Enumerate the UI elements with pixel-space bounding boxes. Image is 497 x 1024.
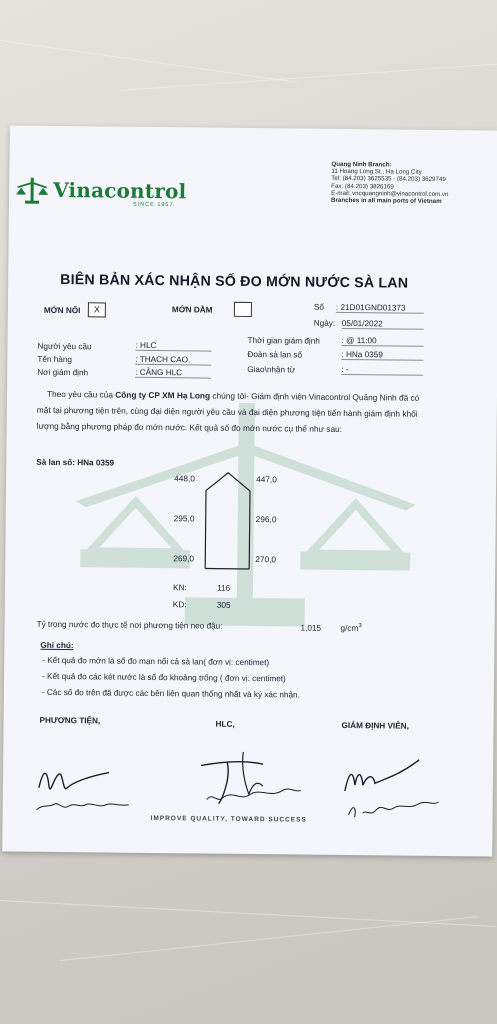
scale-logo-icon — [15, 176, 49, 206]
doan-sa-lan-label: Đoàn sà lan số — [247, 349, 303, 360]
branch-email: E-mail: vncquangninh@vinacontrol.com.vn — [331, 189, 449, 198]
background-texture — [60, 916, 478, 961]
giam-dinh-vien-heading: GIÁM ĐỊNH VIÊN, — [341, 720, 409, 731]
draft-top-left: 448,0 — [174, 473, 195, 484]
document-title: BIÊN BẢN XÁC NHẬN SỐ ĐO MỚN NƯỚC SÀ LAN — [60, 271, 409, 292]
noi-giam-dinh-value: : CẢNG HLC — [135, 368, 211, 379]
density-unit — [341, 623, 362, 633]
ngay-value: 05/01/2022 — [342, 319, 424, 330]
background-texture — [0, 40, 297, 83]
so-label: Số — [313, 302, 324, 312]
ngay-label: Ngày: — [313, 318, 336, 328]
so-value: : 21D01GND01373 — [336, 303, 424, 314]
mon-noi-checkbox[interactable]: X — [88, 302, 106, 317]
giao-nhan-value: : - — [341, 365, 423, 376]
signature-phuong-tien — [29, 758, 150, 819]
nguoi-yeu-cau-value: : HLC — [135, 341, 211, 352]
note-item: - Các số đo trên đã được các bên liên quan thống nhất và ký xác nhận. — [41, 687, 300, 700]
branch-info — [331, 161, 449, 205]
logo-name: Vinacontrol — [53, 177, 187, 204]
noi-giam-dinh-label: Nơi giám định — [37, 367, 89, 378]
mon-dam-checkbox[interactable] — [234, 302, 252, 317]
draft-bottom-right: 270,0 — [255, 554, 277, 565]
notes-title: Ghi chú: — [40, 640, 74, 651]
density-unit-base: g/cm — [340, 623, 359, 633]
kd-value: 305 — [216, 599, 231, 610]
footer-slogan: IMPROVE QUALITY, TOWARD SUCCESS — [150, 814, 307, 824]
branch-network: Branches in all main ports of Vietnam — [331, 196, 442, 205]
document-sheet — [2, 125, 497, 856]
thoi-gian-label: Thời gian giám định — [247, 335, 320, 346]
hlc-heading: HLC, — [215, 719, 235, 729]
background-texture — [120, 63, 497, 91]
draft-top-right: 447,0 — [256, 474, 277, 485]
branch-title: Quang Ninh Branch: — [331, 160, 392, 169]
draft-bottom-left: 269,0 — [173, 553, 195, 564]
phuong-tien-heading: PHƯƠNG TIỆN, — [39, 715, 101, 726]
thoi-gian-value: : @ 11:00 — [342, 336, 424, 347]
signature-giam-dinh-vien — [339, 751, 450, 826]
kd-label: KD: — [172, 599, 187, 610]
draft-mid-right: 296,0 — [255, 514, 277, 525]
barge-outline-diagram — [201, 470, 254, 571]
mon-dam-label: MỚN DẰM — [171, 305, 213, 315]
kn-label: KN: — [172, 582, 187, 593]
density-value: 1,015 — [300, 623, 322, 633]
giao-nhan-label: Giao\nhận từ — [247, 364, 296, 375]
ten-hang-label: Tên hàng — [37, 354, 73, 365]
branch-tel: Tel: (84.203) 3625535 - (84.203) 3629749 — [331, 175, 446, 184]
signature-hlc — [193, 743, 314, 814]
intro-text-pre: Theo yêu cầu của — [46, 388, 116, 400]
branch-address: 11 Hoang Long St., Ha Long City — [331, 168, 422, 176]
company-name: Công ty CP XM Hạ Long — [115, 389, 211, 401]
intro-paragraph — [37, 386, 427, 438]
doan-sa-lan-value: : HNa 0359 — [341, 350, 423, 361]
ten-hang-value: : THẠCH CAO. — [135, 355, 211, 366]
sa-lan-number: Sà lan số: HNa 0359 — [36, 457, 115, 468]
kn-value: 116 — [216, 582, 231, 593]
density-label: Tỷ trọng nước đo thực tế nơi phương tiện neo đậu: — [36, 619, 223, 631]
draft-mid-left: 295,0 — [173, 513, 195, 524]
note-item: - Kết quả đo mớn là số đo mạn nổi cả sà lan( đơn vị: centimet) — [42, 655, 270, 668]
density-unit-exponent: 3 — [358, 623, 362, 630]
nguoi-yeu-cau-label: Người yêu cầu — [37, 341, 92, 352]
logo-since: SINCE 1957 — [132, 201, 174, 209]
mon-noi-label: MỚN NỔI — [43, 305, 81, 316]
intro-text-post: chúng tôi- Giám định viên Vinacontrol Quảng Ninh đã có mặt tại phương tiện trên, cùng đại diện người yêu cầu và đại diện phương tiện tiến hành giám định khối lượng bằng phương pháp đo mớn nước. Kết quả số đo mớn nước cụ thể như sau: — [36, 390, 420, 434]
branch-fax: Fax: (84.203) 3826169 — [331, 182, 394, 191]
note-item: - Kết quả đo các két nước là số đo khoảng trống ( đơn vị: centimet) — [42, 671, 286, 684]
